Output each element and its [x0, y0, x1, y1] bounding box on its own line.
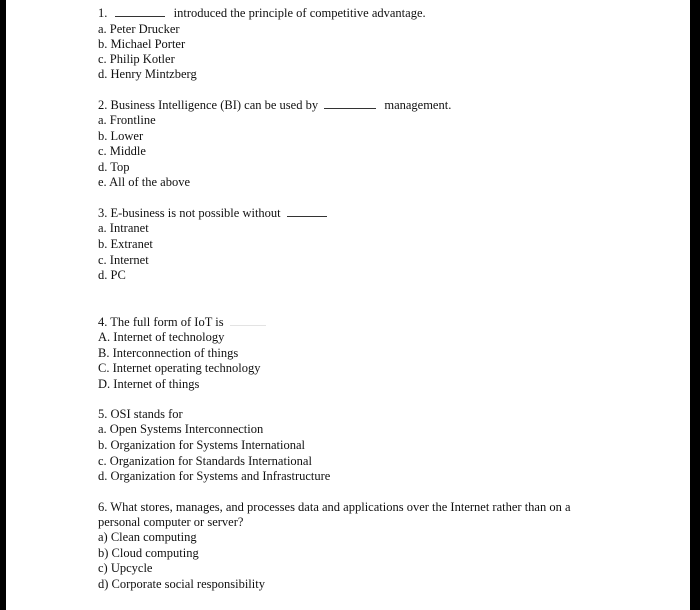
question-1-text: introduced the principle of competitive advantage.	[173, 6, 426, 20]
option: d. Organization for Systems and Infrastructure	[98, 469, 331, 483]
option: b. Lower	[98, 129, 144, 143]
option: b. Michael Porter	[98, 37, 186, 51]
option: c. Organization for Standards International	[98, 454, 312, 468]
option: C. Internet operating technology	[98, 361, 261, 375]
question-4-text: 4. The full form of IoT is	[98, 315, 224, 329]
option: d) Corporate social responsibility	[98, 577, 265, 591]
option: a. Open Systems Interconnection	[98, 422, 264, 436]
option: A. Internet of technology	[98, 330, 225, 344]
option: B. Interconnection of things	[98, 346, 239, 360]
question-2-text-before: 2. Business Intelligence (BI) can be used by	[98, 98, 319, 112]
option: b. Organization for Systems International	[98, 438, 306, 452]
answer-blank	[230, 315, 266, 326]
option: a. Intranet	[98, 221, 149, 235]
option: d. Henry Mintzberg	[98, 67, 197, 81]
worksheet-page	[6, 0, 690, 610]
option: D. Internet of things	[98, 377, 200, 391]
option: c. Middle	[98, 144, 146, 158]
option: b. Extranet	[98, 237, 153, 251]
option: c) Upcycle	[98, 561, 153, 575]
option: c. Internet	[98, 253, 149, 267]
question-1-stem	[98, 6, 426, 21]
question-1-number: 1.	[98, 6, 108, 20]
question-3-stem	[98, 206, 327, 221]
question-6-stem-line-1: 6. What stores, manages, and processes data and applications over the Internet rather than on a	[98, 500, 571, 514]
answer-blank	[324, 98, 376, 109]
option: a. Peter Drucker	[98, 22, 180, 36]
option: d. Top	[98, 160, 130, 174]
question-5-stem: 5. OSI stands for	[98, 407, 183, 421]
question-4-stem	[98, 315, 266, 330]
option: d. PC	[98, 268, 126, 282]
option: a. Frontline	[98, 113, 156, 127]
option: b) Cloud computing	[98, 546, 199, 560]
answer-blank	[115, 6, 165, 17]
question-2-text-after: management.	[384, 98, 452, 112]
question-6-stem-line-2: personal computer or server?	[98, 515, 244, 529]
option: a) Clean computing	[98, 530, 197, 544]
question-3-text: 3. E-business is not possible without	[98, 206, 281, 220]
answer-blank	[287, 206, 327, 217]
option: e. All of the above	[98, 175, 190, 189]
option: c. Philip Kotler	[98, 52, 175, 66]
question-2-stem	[98, 98, 451, 113]
